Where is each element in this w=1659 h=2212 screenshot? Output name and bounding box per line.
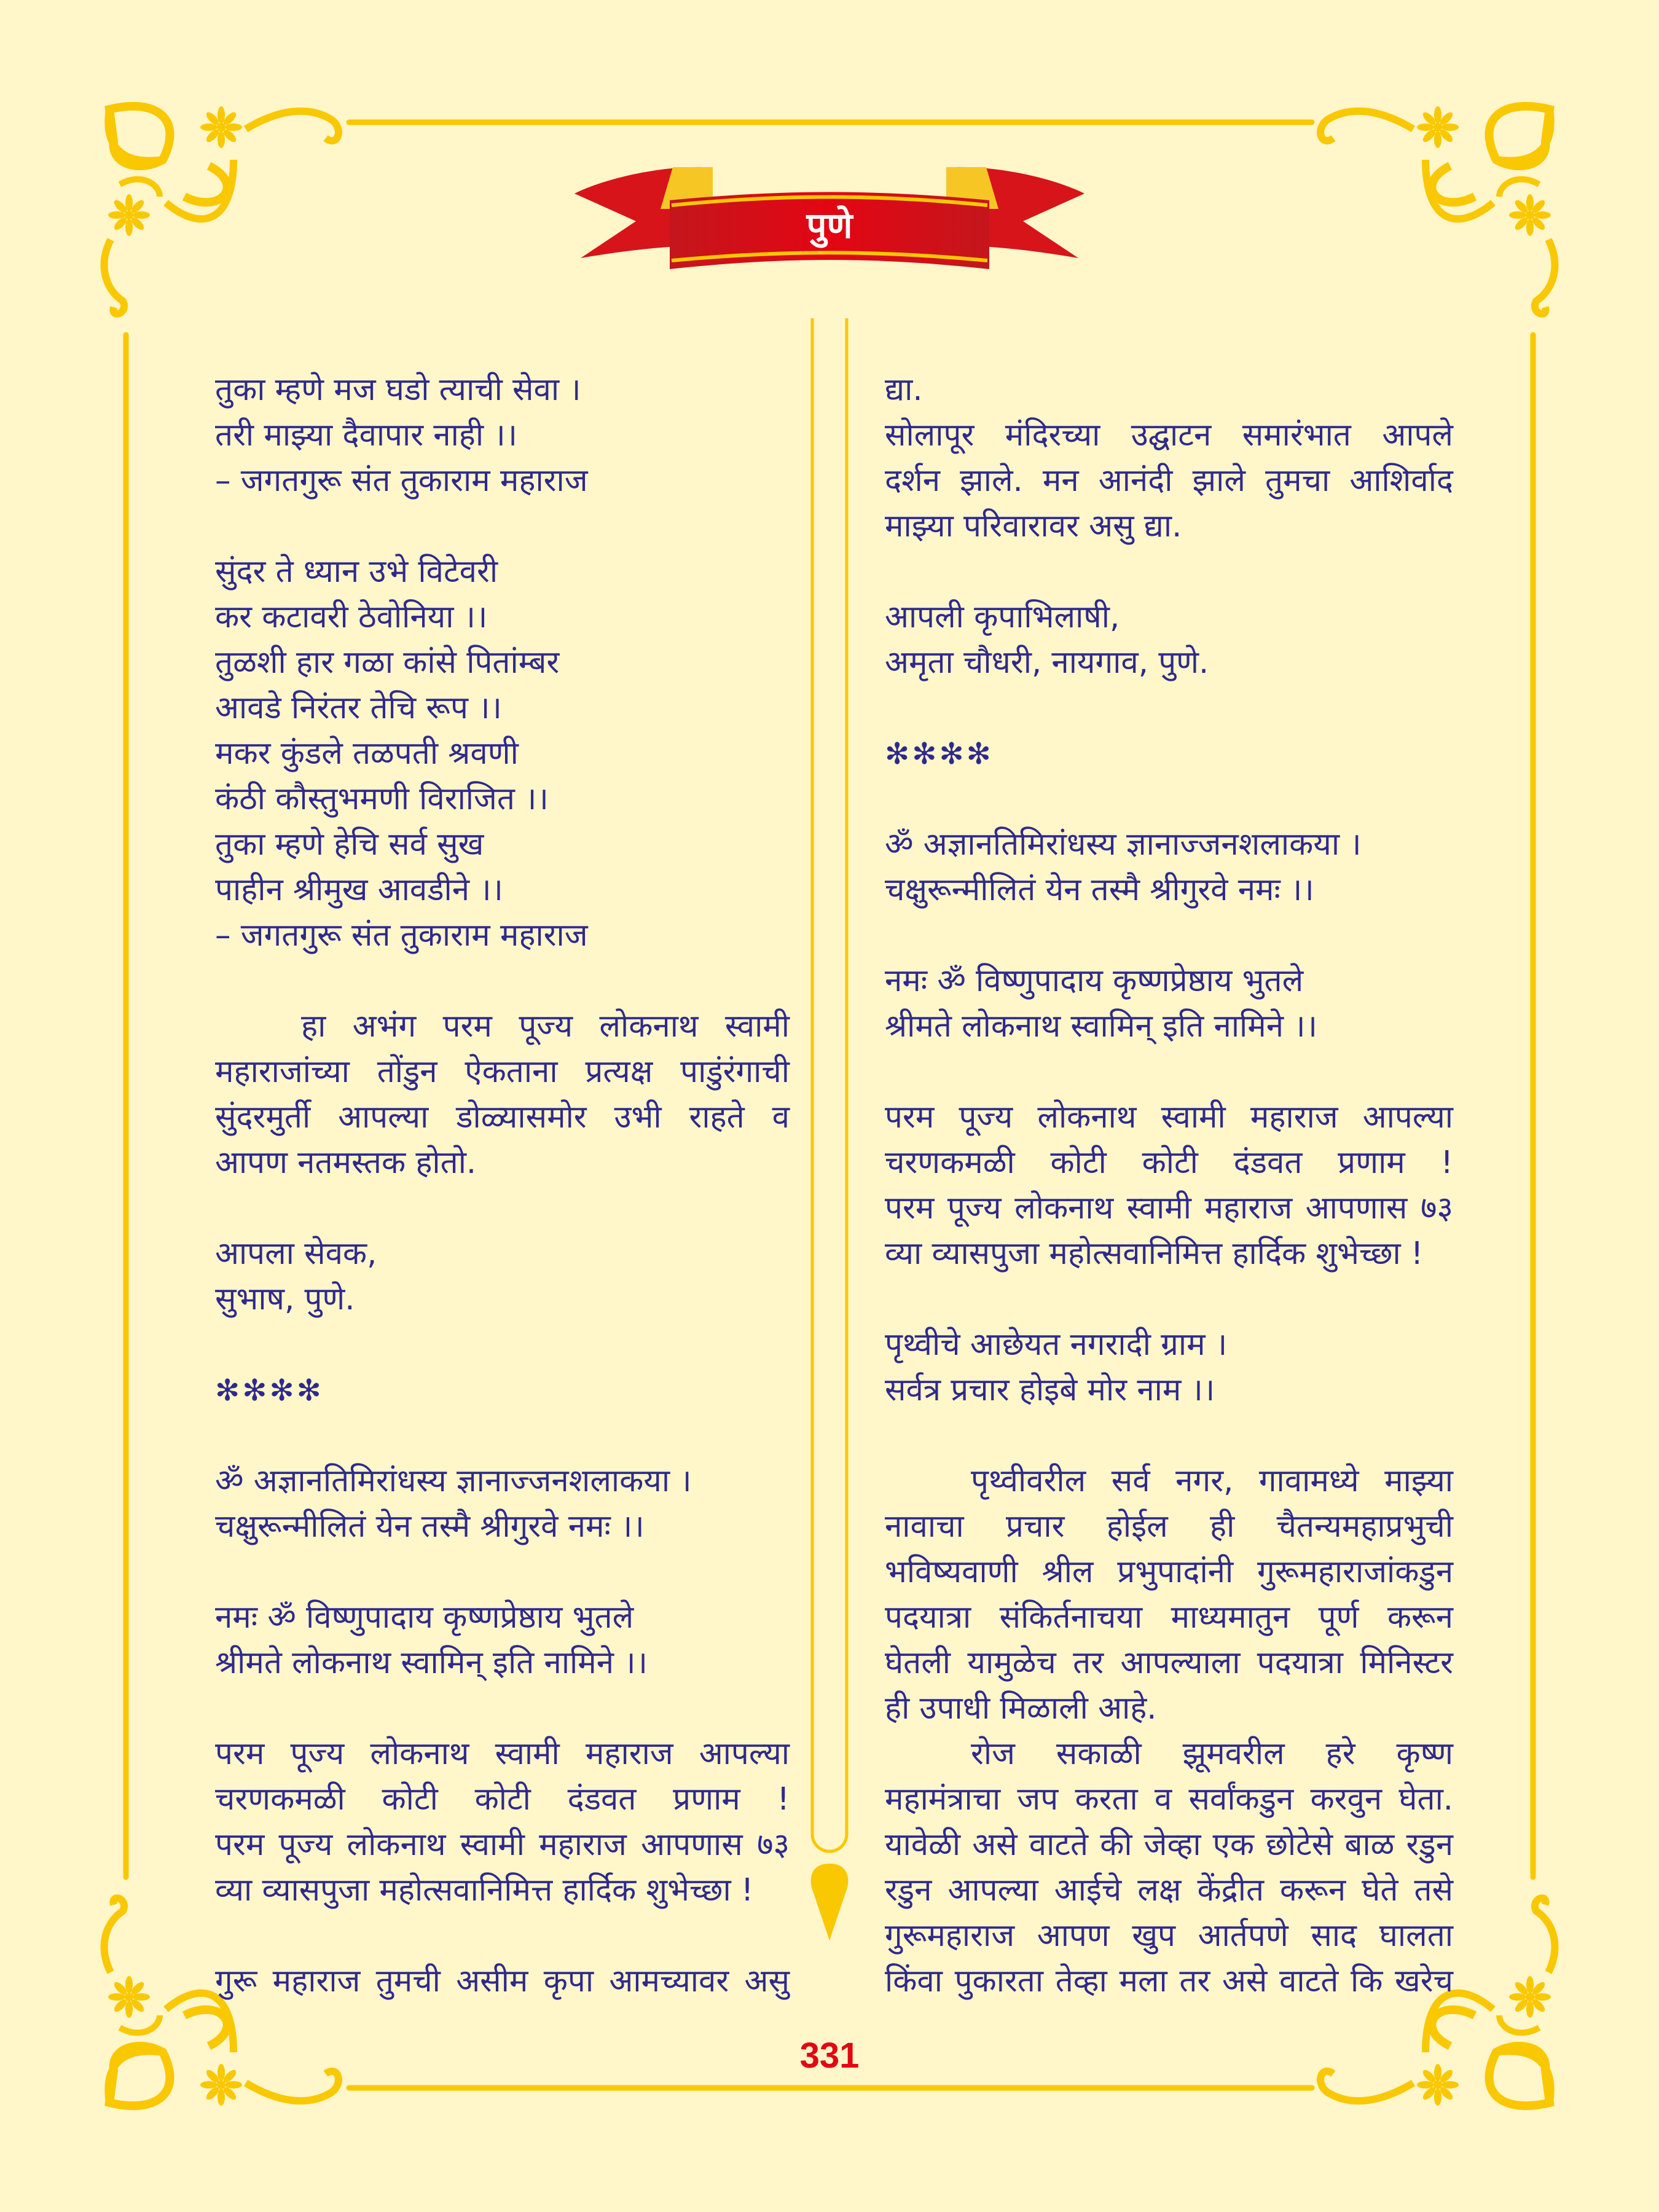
text-line: गुरूमहाराज आपण खुप आर्तपणे साद घालता	[885, 1918, 1453, 1954]
right-text-column	[885, 367, 1453, 2004]
text-line: किंवा पुकारता तेव्हा मला तर असे वाटते कि खरेच	[885, 1963, 1453, 1999]
verse-block	[215, 367, 790, 504]
text-line: – जगतगुरू संत तुकाराम महाराज	[215, 463, 588, 499]
text-line: पृथ्वीचे आछेयत नगरादी ग्राम ।	[885, 1327, 1228, 1363]
text-line: पाहीन श्रीमुख आवडीने ।।	[215, 872, 503, 908]
verse-block	[215, 1459, 790, 1550]
text-line: पृथ्वीवरील सर्व नगर, गावामध्ये माझ्या	[971, 1463, 1453, 1499]
text-line: तुळशी हार गळा कांसे पितांम्बर	[215, 645, 560, 681]
verse-block	[215, 549, 790, 959]
page-number: 331	[799, 2036, 860, 2076]
text-line: माझ्या परिवारावर असु द्या.	[885, 508, 1182, 544]
text-line: आवडे निरंतर तेचि रूप ।।	[215, 690, 502, 726]
stars-separator-text: ✻✻✻✻	[885, 737, 994, 771]
text-line: तुका म्हणे मज घडो त्याची सेवा ।	[215, 372, 581, 408]
verse-block	[215, 1595, 790, 1686]
text-line: कर कटावरी ठेवोनिया ।।	[215, 599, 488, 635]
text-line: पदयात्रा संकिर्तनाचया माध्यमातुन पूर्ण करून	[885, 1599, 1453, 1636]
text-line: रोज सकाळी झूमवरील हरे कृष्ण	[971, 1736, 1453, 1772]
text-line: हा अभंग परम पूज्य लोकनाथ स्वामी	[301, 1008, 790, 1045]
paragraph	[885, 413, 1453, 549]
text-line: सुंदरमुर्ती आपल्या डोळ्यासमोर उभी राहते व	[215, 1099, 790, 1135]
text-line: मकर कुंडले तळपती श्रवणी	[215, 735, 519, 772]
text-line: तुका म्हणे हेचि सर्व सुख	[215, 826, 484, 863]
text-line: चरणकमळी कोटी कोटी दंडवत प्रणाम !	[215, 1781, 790, 1818]
text-line: तरी माझ्या दैवापार नाही ।।	[215, 417, 517, 453]
verse-block	[885, 822, 1453, 913]
text-line: व्या व्यासपुजा महोत्सवानिमित्त हार्दिक शुभेच्छा !	[885, 1236, 1424, 1272]
text-line: परम पूज्य लोकनाथ स्वामी महाराज आपल्या	[215, 1736, 790, 1772]
text-line: परम पूज्य लोकनाथ स्वामी महाराज आपल्या	[885, 1099, 1453, 1135]
text-line: महामंत्राचा जप करता व सर्वांकडुन करवुन घेता.	[885, 1781, 1453, 1818]
paragraph	[215, 1004, 790, 1186]
text-line: घेतली यामुळेच तर आपल्याला पदयात्रा मिनिस्टर	[885, 1645, 1453, 1681]
page-title: पुणे	[806, 205, 853, 246]
verse-block	[885, 1322, 1453, 1413]
paragraph	[885, 1095, 1453, 1277]
text-line: सुभाष, पुणे.	[215, 1281, 355, 1317]
text-line: अमृता चौधरी, नायगाव, पुणे.	[885, 645, 1209, 681]
paragraph	[215, 1732, 790, 1913]
text-line: सर्वत्र प्रचार होइबे मोर नाम ।।	[885, 1372, 1215, 1408]
text-line: ही उपाधी मिळाली आहे.	[885, 1690, 1157, 1727]
column-divider	[811, 318, 849, 1940]
verse-block	[885, 959, 1453, 1049]
stars-separator-text: ✻✻✻✻	[215, 1373, 324, 1408]
text-line: रडुन आपल्या आईचे लक्ष केंद्रीत करून घेते तसे	[885, 1872, 1453, 1908]
verse-block	[215, 1231, 790, 1322]
text-line: ॐ अज्ञानतिमिरांधस्य ज्ञानाज्जनशलाकया ।	[215, 1463, 692, 1499]
pendant-drop-icon	[811, 1864, 849, 1940]
text-line: परम पूज्य लोकनाथ स्वामी महाराज आपणास ७३	[215, 1827, 790, 1863]
left-text-column	[215, 367, 790, 2004]
section-separator	[885, 731, 1453, 777]
text-line: भविष्यवाणी श्रील प्रभुपादांनी गुरूमहाराजांकडुन	[885, 1554, 1453, 1590]
paragraph	[885, 1459, 1453, 1732]
verse-block	[885, 595, 1453, 686]
text-line: आपला सेवक,	[215, 1236, 377, 1272]
text-line: दर्शन झाले. मन आनंदी झाले तुमचा आशिर्वाद	[885, 463, 1453, 499]
text-line: – जगतगुरू संत तुकाराम महाराज	[215, 917, 588, 954]
corner-ornament-top-left	[104, 106, 339, 314]
text-line: आपण नतमस्तक होतो.	[215, 1145, 477, 1181]
text-line: नमः ॐ विष्णुपादाय कृष्णप्रेष्ठाय भुतले	[885, 963, 1304, 999]
paragraph	[885, 1732, 1453, 2004]
text-line: चक्षुरून्मीलितं येन तस्मै श्रीगुरवे नमः ।।	[215, 1508, 645, 1545]
text-line: चरणकमळी कोटी कोटी दंडवत प्रणाम !	[885, 1145, 1453, 1181]
text-line: कंठी कौस्तुभमणी विराजित ।।	[215, 781, 549, 817]
paragraph	[215, 1959, 790, 2004]
text-line: व्या व्यासपुजा महोत्सवानिमित्त हार्दिक शुभेच्छा !	[215, 1872, 754, 1908]
text-line: सोलापूर मंदिरच्या उद्घाटन समारंभात आपले	[885, 417, 1453, 453]
text-line: श्रीमते लोकनाथ स्वामिन् इति नामिने ।।	[885, 1008, 1317, 1045]
text-line: यावेळी असे वाटते की जेव्हा एक छोटेसे बाळ रडुन	[885, 1827, 1453, 1863]
text-line: श्रीमते लोकनाथ स्वामिन् इति नामिने ।।	[215, 1645, 648, 1681]
text-line: चक्षुरून्मीलितं येन तस्मै श्रीगुरवे नमः ।।	[885, 872, 1314, 908]
text-line: नमः ॐ विष्णुपादाय कृष्णप्रेष्ठाय भुतले	[215, 1599, 634, 1636]
text-line: परम पूज्य लोकनाथ स्वामी महाराज आपणास ७३	[885, 1190, 1453, 1226]
section-separator	[215, 1368, 790, 1413]
text-line: महाराजांच्या तोंडुन ऐकताना प्रत्यक्ष पाडुंरंगाची	[215, 1054, 790, 1090]
text-line: ॐ अज्ञानतिमिरांधस्य ज्ञानाज्जनशलाकया ।	[885, 826, 1362, 863]
text-line: गुरू महाराज तुमची असीम कृपा आमच्यावर असु	[215, 1963, 790, 1999]
text-line: सुंदर ते ध्यान उभे विटेवरी	[215, 554, 498, 590]
text-line: आपली कृपाभिलाषी,	[885, 599, 1120, 635]
text-line: नावाचा प्रचार होईल ही चैतन्यमहाप्रभुची	[885, 1508, 1453, 1545]
verse-block	[885, 367, 1453, 413]
corner-ornament-top-right	[1320, 106, 1555, 314]
title-ribbon-banner	[568, 154, 1091, 270]
text-line: द्या.	[885, 372, 923, 408]
